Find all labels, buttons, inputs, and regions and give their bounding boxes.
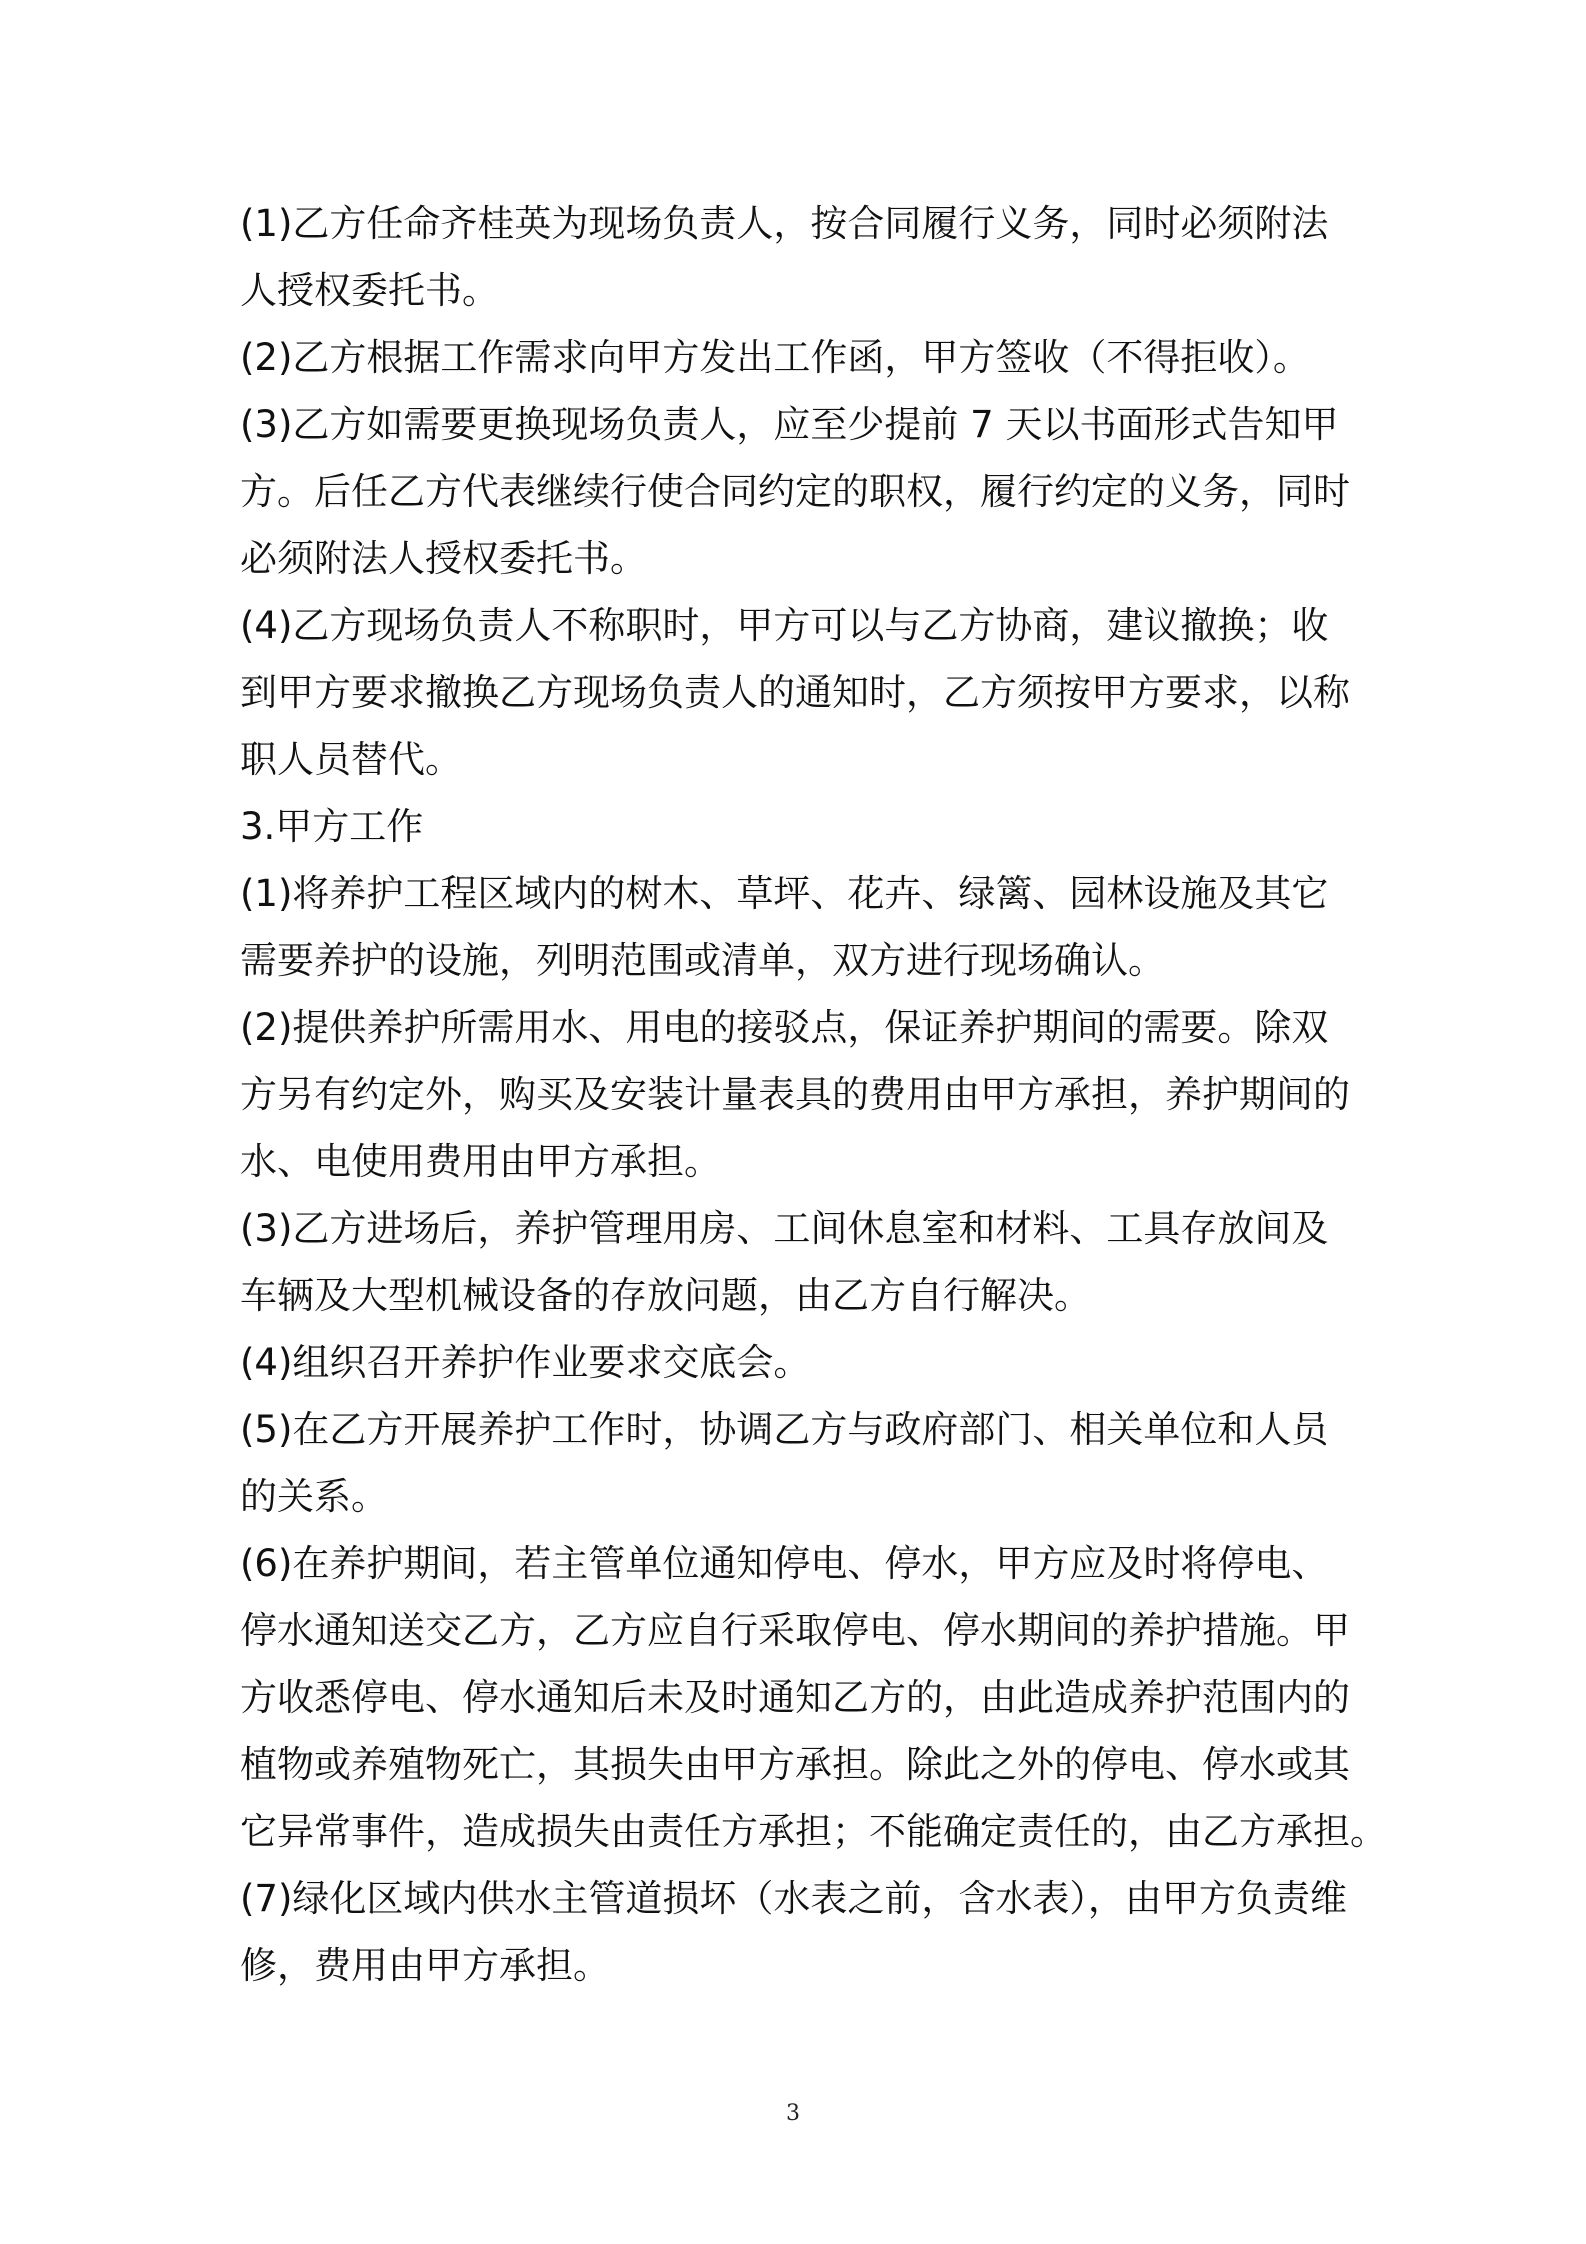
text-line: 人授权委托书。 (240, 269, 499, 312)
text-line: 方收悉停电、停水通知后未及时通知乙方的，由此造成养护范围内的 (240, 1676, 1350, 1719)
text-line: 修，费用由甲方承担。 (240, 1944, 610, 1987)
text-line: (3)乙方如需要更换现场负责人，应至少提前 7 天以书面形式告知甲 (240, 403, 1339, 446)
paragraph (240, 1396, 1360, 1530)
text-line: (4)乙方现场负责人不称职时，甲方可以与乙方协商，建议撤换；收 (240, 604, 1329, 647)
text-line: 植物或养殖物死亡，其损失由甲方承担。除此之外的停电、停水或其 (240, 1743, 1350, 1786)
text-line: 停水通知送交乙方，乙方应自行采取停电、停水期间的养护措施。甲 (240, 1609, 1350, 1652)
text-line: 的关系。 (240, 1475, 388, 1518)
text-line: (1)将养护工程区域内的树木、草坪、花卉、绿篱、园林设施及其它 (240, 872, 1329, 915)
text-line: (7)绿化区域内供水主管道损坏（水表之前，含水表），由甲方负责维 (240, 1877, 1347, 1920)
text-line: 必须附法人授权委托书。 (240, 537, 647, 580)
text-line: (2)提供养护所需用水、用电的接驳点，保证养护期间的需要。除双 (240, 1006, 1329, 1049)
text-line: (6)在养护期间，若主管单位通知停电、停水，甲方应及时将停电、 (240, 1542, 1329, 1585)
paragraph (240, 1329, 1360, 1396)
page-number: 3 (786, 2101, 800, 2126)
paragraph (240, 190, 1360, 324)
text-line: 方另有约定外，购买及安装计量表具的费用由甲方承担，养护期间的 (240, 1073, 1350, 1116)
text-line: (5)在乙方开展养护工作时，协调乙方与政府部门、相关单位和人员 (240, 1408, 1329, 1451)
paragraph (240, 994, 1360, 1195)
text-line: 它异常事件，造成损失由责任方承担；不能确定责任的，由乙方承担。 (240, 1810, 1387, 1853)
text-line: 职人员替代。 (240, 738, 462, 781)
text-line: (3)乙方进场后，养护管理用房、工间休息室和材料、工具存放间及 (240, 1207, 1329, 1250)
text-line: 3.甲方工作 (240, 805, 424, 848)
text-line: (2)乙方根据工作需求向甲方发出工作函，甲方签收（不得拒收）。 (240, 336, 1310, 379)
text-line: 方。后任乙方代表继续行使合同约定的职权，履行约定的义务，同时 (240, 470, 1350, 513)
text-line: 车辆及大型机械设备的存放问题，由乙方自行解决。 (240, 1274, 1091, 1317)
text-line: 需要养护的设施，列明范围或清单，双方进行现场确认。 (240, 939, 1165, 982)
paragraph (240, 1195, 1360, 1329)
paragraph (240, 391, 1360, 592)
paragraph (240, 1865, 1360, 1999)
text-line: 水、电使用费用由甲方承担。 (240, 1140, 721, 1183)
paragraph (240, 324, 1360, 391)
paragraph (240, 592, 1360, 793)
text-line: (4)组织召开养护作业要求交底会。 (240, 1341, 811, 1384)
paragraph (240, 860, 1360, 994)
document-body (240, 190, 1387, 1999)
paragraph (240, 793, 1360, 860)
text-line: (1)乙方任命齐桂英为现场负责人，按合同履行义务，同时必须附法 (240, 202, 1329, 245)
paragraph (240, 1530, 1387, 1865)
text-line: 到甲方要求撤换乙方现场负责人的通知时，乙方须按甲方要求，以称 (240, 671, 1350, 714)
